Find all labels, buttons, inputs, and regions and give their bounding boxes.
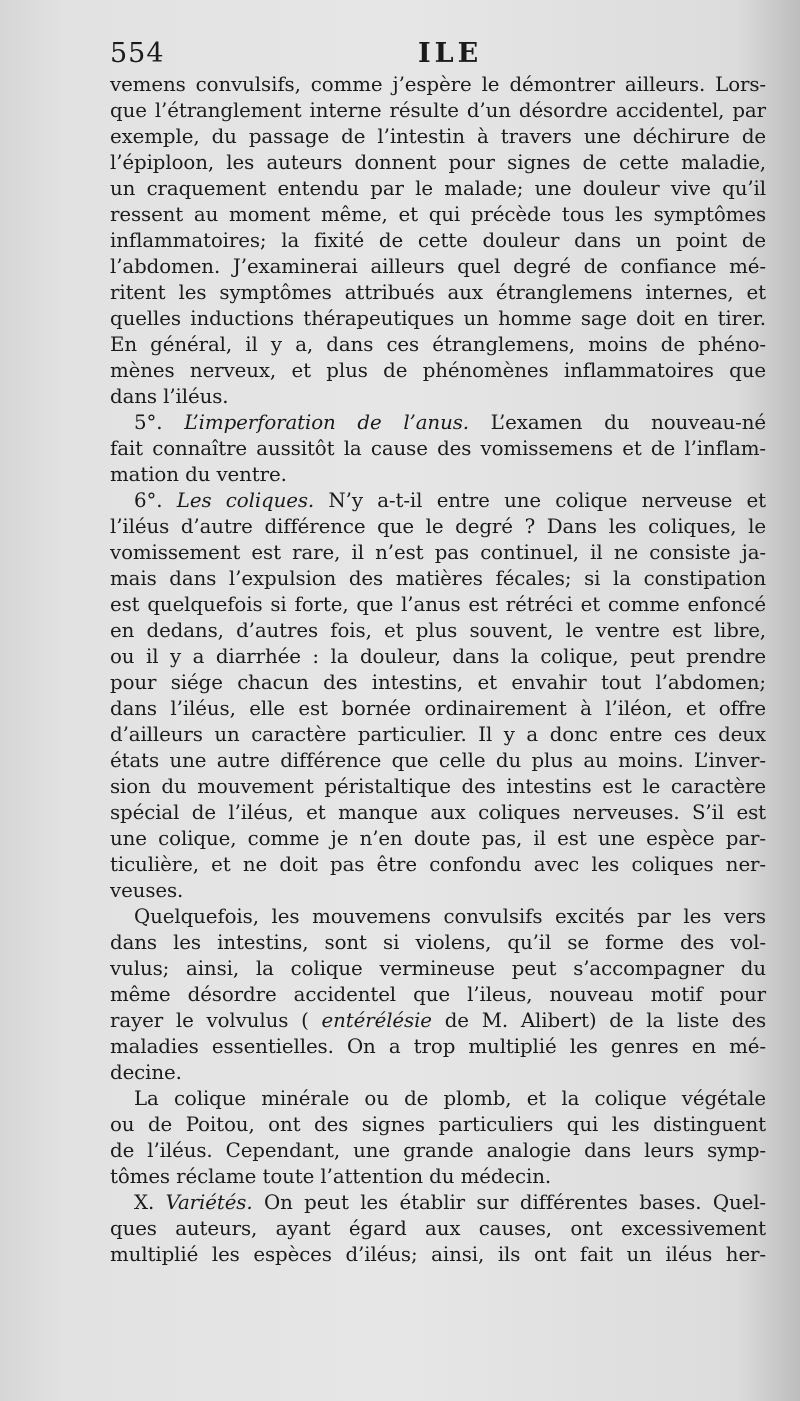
text-line: veuses. <box>110 879 184 902</box>
text-line <box>110 1008 766 1034</box>
text-line <box>110 488 766 514</box>
line-segment: L’examen du nouveau-né <box>468 411 767 434</box>
line-segment: rayer le volvulus ( <box>110 1009 322 1032</box>
text-line: exemple, du passage de l’intestin à travers une déchirure de <box>110 125 766 148</box>
page-number: 554 <box>110 38 165 69</box>
text-line: spécial de l’iléus, et manque aux coliques nerveuses. S’il est <box>110 801 766 824</box>
line-segment: 5°. <box>134 411 185 434</box>
text-line: La colique minérale ou de plomb, et la colique végétale <box>134 1087 766 1110</box>
text-line: pour siége chacun des intestins, et envahir tout l’abdomen; <box>110 671 766 694</box>
text-line: tômes réclame toute l’attention du médecin. <box>110 1165 552 1188</box>
running-head: ILE <box>418 38 483 69</box>
text-line: vomissement est rare, il n’est pas continuel, il ne consiste ja- <box>110 541 766 564</box>
text-line: en dedans, d’autres fois, et plus souvent, le ventre est libre, <box>110 619 766 642</box>
text-line: mènes nerveux, et plus de phénomènes inflammatoires que <box>110 359 766 382</box>
text-line: multiplié les espèces d’iléus; ainsi, ils ont fait un iléus her- <box>110 1243 766 1266</box>
italic-term: Les coliques. <box>176 489 315 512</box>
text-line: ou il y a diarrhée : la douleur, dans la colique, peut prendre <box>110 645 766 668</box>
text-line: d’ailleurs un caractère particulier. Il y a donc entre ces deux <box>110 723 766 746</box>
text-line: dans l’iléus, elle est bornée ordinairement à l’iléon, et offre <box>110 697 766 720</box>
body-text <box>110 72 766 1268</box>
text-line: En général, il y a, dans ces étranglemens, moins de phéno- <box>110 333 766 356</box>
line-segment: On peut les établir sur différentes bases. Quel- <box>252 1191 766 1214</box>
text-line: ques auteurs, ayant égard aux causes, ont excessivement <box>110 1217 766 1240</box>
text-line: même désordre accidentel que l’ileus, nouveau motif pour <box>110 983 766 1006</box>
text-line: une colique, comme je n’en doute pas, il est une espèce par- <box>110 827 766 850</box>
italic-term: L’imperforation de l’anus. <box>184 411 469 434</box>
text-line: un craquement entendu par le malade; une douleur vive qu’il <box>110 177 766 200</box>
text-line <box>110 1190 766 1216</box>
text-line: que l’étranglement interne résulte d’un désordre accidentel, par <box>110 99 766 122</box>
text-line <box>110 410 766 436</box>
text-line: decine. <box>110 1061 182 1084</box>
line-segment: de M. Alibert) de la liste des <box>431 1009 766 1032</box>
text-line: mais dans l’expulsion des matières fécales; si la constipation <box>110 567 766 590</box>
text-line: sion du mouvement péristaltique des intestins est le caractère <box>110 775 766 798</box>
italic-term: Variétés. <box>165 1191 253 1214</box>
text-line: de l’iléus. Cependant, une grande analogie dans leurs symp- <box>110 1139 766 1162</box>
text-line: états une autre différence que celle du plus au moins. L’inver- <box>110 749 766 772</box>
text-line: ressent au moment même, et qui précède tous les symptômes <box>110 203 766 226</box>
text-line: l’iléus d’autre différence que le degré ? Dans les coliques, le <box>110 515 766 538</box>
text-line: est quelquefois si forte, que l’anus est rétréci et comme enfoncé <box>110 593 766 616</box>
text-line: l’abdomen. J’examinerai ailleurs quel degré de confiance mé- <box>110 255 766 278</box>
text-line: mation du ventre. <box>110 463 287 486</box>
line-segment: 6°. <box>134 489 177 512</box>
text-line: l’épiploon, les auteurs donnent pour signes de cette maladie, <box>110 151 766 174</box>
text-line: fait connaître aussitôt la cause des vomissemens et de l’inflam- <box>110 437 766 460</box>
text-line: vulus; ainsi, la colique vermineuse peut s’accompagner du <box>110 957 766 980</box>
text-line: ritent les symptômes attribués aux étranglemens internes, et <box>110 281 766 304</box>
text-line: inflammatoires; la fixité de cette douleur dans un point de <box>110 229 766 252</box>
text-line: maladies essentielles. On a trop multiplié les genres en mé- <box>110 1035 766 1058</box>
text-line: dans l’iléus. <box>110 385 229 408</box>
line-segment: N’y a-t-il entre une colique nerveuse et <box>314 489 767 512</box>
text-line: Quelquefois, les mouvemens convulsifs excités par les vers <box>134 905 766 928</box>
line-segment: X. <box>134 1191 166 1214</box>
text-line: quelles inductions thérapeutiques un homme sage doit en tirer. <box>110 307 766 330</box>
text-line: dans les intestins, sont si violens, qu’il se forme des vol- <box>110 931 766 954</box>
text-line: vemens convulsifs, comme j’espère le démontrer ailleurs. Lors- <box>110 73 766 96</box>
italic-term: entérélésie <box>321 1009 432 1032</box>
text-line: ou de Poitou, ont des signes particuliers qui les distinguent <box>110 1113 766 1136</box>
text-line: ticulière, et ne doit pas être confondu avec les coliques ner- <box>110 853 766 876</box>
